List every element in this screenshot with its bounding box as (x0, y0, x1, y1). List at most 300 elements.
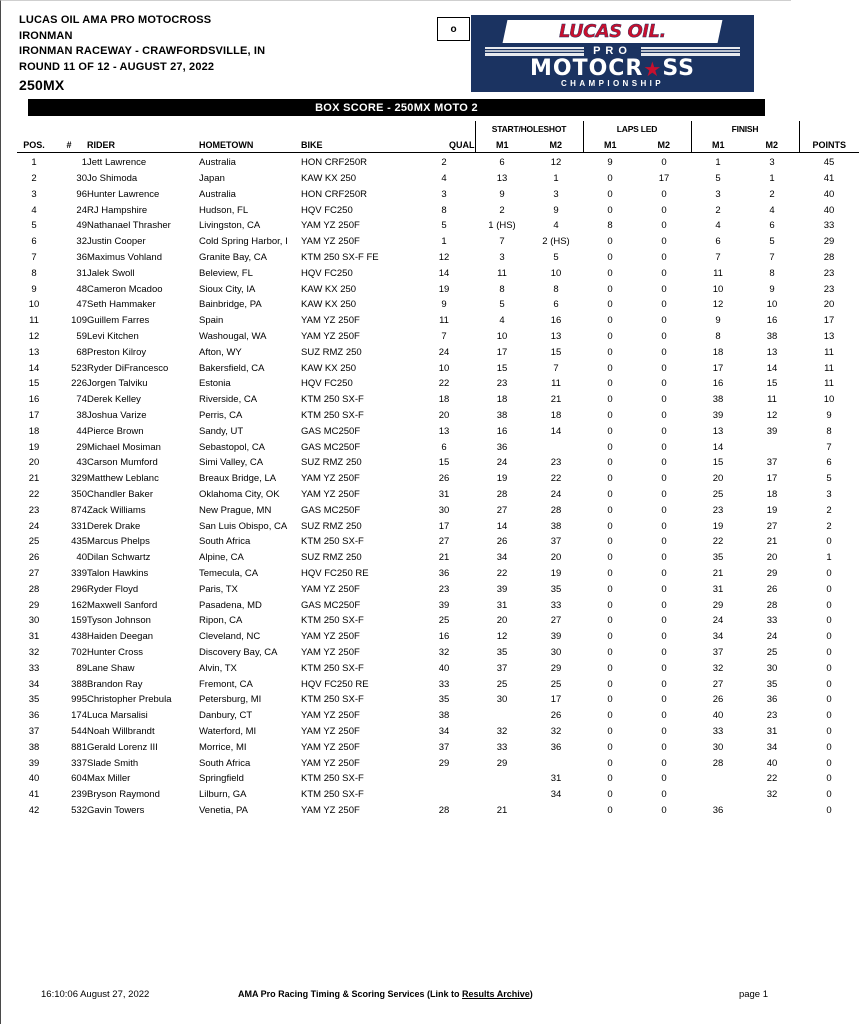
row-finish-m1: 4 (715, 220, 721, 232)
row-laps-m1: 0 (607, 410, 613, 422)
row-rider-name: Nathanael Thrasher (87, 220, 171, 232)
row-qual: 40 (438, 662, 450, 674)
results-table-body (17, 153, 859, 817)
row-pos: 3 (31, 188, 37, 200)
row-finish-m1: 5 (715, 173, 721, 185)
row-rider-name: Marcus Phelps (87, 536, 150, 548)
col-header-number: # (51, 135, 87, 153)
footer-credit-pre: AMA Pro Racing Timing & Scoring Services (Link to (238, 989, 463, 999)
table-row (17, 674, 859, 690)
row-hometown: Alpine, CA (199, 552, 244, 564)
row-rider-name: Joshua Varize (87, 410, 147, 422)
row-start-m1: 28 (496, 489, 508, 501)
col-header-start-m2: M2 (529, 135, 583, 153)
row-bike: YAM YZ 250F (301, 631, 360, 643)
row-points: 3 (826, 489, 832, 501)
row-hometown: Australia (199, 188, 236, 200)
row-rider-name: Haiden Deegan (87, 631, 154, 643)
row-pos: 27 (28, 568, 40, 580)
row-pos: 31 (28, 631, 40, 643)
row-pos: 19 (28, 441, 40, 453)
row-finish-m1: 3 (715, 188, 721, 200)
row-finish-m2: 18 (766, 489, 778, 501)
row-hometown: Afton, WY (199, 346, 242, 358)
row-bike: KTM 250 SX-F (301, 394, 364, 406)
row-bike: HON CRF250R (301, 157, 367, 169)
row-points: 7 (826, 441, 832, 453)
row-number: 24 (76, 204, 87, 216)
row-start-m2: 3 (553, 188, 559, 200)
row-rider-name: Maxwell Sanford (87, 599, 158, 611)
row-finish-m2: 28 (766, 599, 778, 611)
row-start-m1: 7 (499, 236, 505, 248)
row-start-m2: 34 (550, 789, 562, 801)
row-finish-m2: 32 (766, 789, 778, 801)
row-hometown: Morrice, MI (199, 741, 247, 753)
row-laps-m2: 0 (661, 489, 667, 501)
row-pos: 16 (28, 394, 40, 406)
row-qual: 9 (441, 299, 447, 311)
row-start-m1: 12 (496, 631, 508, 643)
row-start-m2: 1 (553, 173, 559, 185)
row-rider-name: Gerald Lorenz III (87, 741, 158, 753)
row-points: 10 (823, 394, 835, 406)
row-finish-m2: 4 (769, 204, 775, 216)
row-hometown: San Luis Obispo, CA (199, 520, 288, 532)
row-start-m2: 9 (553, 204, 559, 216)
row-laps-m1: 0 (607, 694, 613, 706)
row-laps-m1: 0 (607, 252, 613, 264)
row-hometown: Hudson, FL (199, 204, 249, 216)
row-number: 74 (76, 394, 87, 406)
row-rider-name: Ryder Floyd (87, 583, 139, 595)
row-laps-m1: 0 (607, 552, 613, 564)
row-number: 30 (76, 173, 87, 185)
row-pos: 21 (28, 473, 40, 485)
row-points: 0 (826, 678, 832, 690)
row-finish-m2: 17 (766, 473, 778, 485)
row-number: 36 (76, 252, 87, 264)
row-laps-m2: 0 (661, 362, 667, 374)
row-number: 49 (76, 220, 87, 232)
row-points: 11 (824, 346, 834, 358)
row-start-m2 (529, 801, 583, 817)
row-start-m1: 5 (499, 299, 505, 311)
row-finish-m1: 38 (712, 394, 724, 406)
row-qual: 37 (438, 741, 450, 753)
row-points: 0 (826, 804, 832, 816)
footer-page-number: page 1 (738, 989, 768, 1000)
row-qual: 21 (438, 552, 450, 564)
row-hometown: Ripon, CA (199, 615, 243, 627)
table-row (17, 516, 859, 532)
row-rider-name: Hunter Cross (87, 647, 143, 658)
row-number: 68 (76, 346, 87, 358)
table-row (17, 611, 859, 627)
row-pos: 11 (29, 315, 39, 327)
row-start-m1: 1 (HS) (488, 220, 516, 232)
row-qual: 3 (441, 188, 447, 200)
row-finish-m2: 31 (766, 725, 778, 737)
row-bike: YAM YZ 250F (301, 647, 360, 658)
row-qual: 10 (438, 362, 450, 374)
row-start-m2: 13 (550, 331, 562, 343)
row-hometown: Pasadena, MD (199, 599, 262, 611)
row-hometown: Danbury, CT (199, 710, 253, 722)
row-finish-m2: 24 (766, 631, 778, 643)
row-laps-m1: 0 (607, 457, 613, 469)
row-start-m2: 32 (550, 725, 562, 737)
row-laps-m2: 0 (661, 662, 667, 674)
row-start-m2: 18 (550, 410, 562, 422)
row-bike: KAW KX 250 (301, 299, 357, 311)
row-laps-m1: 0 (607, 520, 613, 532)
row-rider-name: Levi Kitchen (87, 331, 139, 343)
row-rider-name: Christopher Prebula (87, 694, 172, 706)
col-header-pos: POS. (17, 135, 51, 153)
row-number: 296 (71, 583, 87, 595)
row-pos: 33 (28, 662, 40, 674)
row-pos: 38 (28, 741, 40, 753)
row-number: 523 (71, 362, 87, 374)
row-number: 32 (76, 236, 87, 248)
group-spacer-pos (17, 121, 51, 135)
table-row (17, 437, 859, 453)
row-hometown: Paris, TX (199, 583, 238, 595)
row-finish-m2: 25 (766, 647, 778, 658)
row-qual: 11 (439, 315, 449, 327)
row-laps-m1: 0 (607, 662, 613, 674)
row-rider-name: Carson Mumford (87, 457, 158, 469)
group-header-finish: FINISH (691, 121, 799, 135)
row-laps-m2: 0 (661, 457, 667, 469)
row-finish-m1: 11 (713, 267, 723, 279)
row-laps-m2: 0 (661, 378, 667, 390)
row-hometown: Fremont, CA (199, 678, 253, 690)
row-number: 1 (81, 157, 87, 169)
row-laps-m1: 0 (607, 315, 613, 327)
row-laps-m2: 0 (661, 694, 667, 706)
row-start-m2: 11 (551, 378, 561, 390)
row-points: 41 (823, 173, 835, 185)
table-row (17, 200, 859, 216)
row-finish-m2: 20 (766, 552, 778, 564)
row-number: 159 (71, 615, 87, 627)
row-pos: 4 (31, 204, 37, 216)
row-qual (413, 785, 475, 801)
row-pos: 10 (28, 299, 40, 311)
row-qual: 27 (438, 536, 450, 548)
table-row (17, 737, 859, 753)
row-hometown: South Africa (199, 536, 251, 548)
table-row (17, 295, 859, 311)
row-start-m2: 38 (550, 520, 562, 532)
row-start-m2: 29 (550, 662, 562, 674)
row-rider-name: Seth Hammaker (87, 299, 156, 311)
row-finish-m1: 22 (712, 536, 724, 548)
row-start-m2: 23 (550, 457, 562, 469)
row-hometown: New Prague, MN (199, 504, 272, 516)
row-finish-m2: 2 (769, 188, 775, 200)
row-points: 6 (826, 457, 832, 469)
row-qual: 1 (441, 236, 447, 248)
row-points: 2 (826, 504, 832, 516)
row-points: 0 (826, 583, 832, 595)
lucas-oil-text: LUCAS OIL. (559, 21, 666, 42)
row-finish-m2: 35 (766, 678, 778, 690)
row-start-m1: 36 (496, 441, 508, 453)
row-qual: 16 (438, 631, 450, 643)
event-name: IRONMAN (19, 29, 73, 42)
group-spacer-rider (87, 121, 199, 135)
row-start-m2 (529, 753, 583, 769)
motocross-text-right: SS (662, 55, 696, 81)
row-hometown: Estonia (199, 378, 231, 390)
row-finish-m1: 17 (712, 362, 724, 374)
row-start-m1: 22 (496, 568, 508, 580)
row-laps-m2: 0 (661, 236, 667, 248)
championship-text: CHAMPIONSHIP (560, 79, 665, 88)
lucas-oil-pro-motocross-logo (471, 15, 754, 92)
row-bike: GAS MC250F (301, 504, 361, 516)
row-points: 2 (826, 520, 832, 532)
col-header-laps-m2: M2 (637, 135, 691, 153)
row-finish-m1: 28 (712, 757, 724, 769)
row-qual: 6 (441, 441, 447, 453)
row-laps-m2: 0 (661, 773, 667, 785)
row-laps-m1: 0 (607, 599, 613, 611)
series-name: LUCAS OIL AMA PRO MOTOCROSS (19, 14, 212, 26)
row-qual: 35 (438, 694, 450, 706)
row-pos: 29 (28, 599, 40, 611)
row-qual: 36 (438, 568, 450, 580)
table-row (17, 564, 859, 580)
row-start-m1 (475, 706, 529, 722)
checkbox-mark-glyph: o (450, 23, 457, 35)
row-finish-m1: 12 (712, 299, 724, 311)
row-hometown: Beleview, FL (199, 267, 253, 279)
table-row (17, 722, 859, 738)
row-finish-m2: 30 (766, 662, 778, 674)
row-laps-m2: 0 (661, 583, 667, 595)
row-number: 162 (71, 599, 87, 611)
results-archive-link[interactable]: Results Archive (462, 989, 530, 999)
row-bike: SUZ RMZ 250 (301, 457, 362, 469)
row-bike: KAW KX 250 (301, 173, 357, 185)
row-finish-m1 (691, 769, 745, 785)
row-finish-m2: 23 (766, 710, 778, 722)
row-finish-m1 (691, 785, 745, 801)
row-finish-m1: 13 (712, 425, 724, 437)
row-start-m1: 18 (496, 394, 508, 406)
row-hometown: Livingston, CA (199, 220, 261, 232)
row-start-m2: 12 (550, 157, 562, 169)
row-points: 33 (823, 220, 835, 232)
row-points: 13 (823, 331, 835, 343)
row-laps-m2: 17 (658, 173, 670, 185)
row-pos: 40 (28, 773, 40, 785)
row-points: 0 (826, 647, 832, 658)
row-start-m1: 38 (496, 410, 508, 422)
row-start-m2: 31 (550, 773, 562, 785)
row-laps-m2: 0 (661, 725, 667, 737)
row-rider-name: Jo Shimoda (87, 173, 138, 185)
row-number: 702 (71, 647, 87, 658)
row-rider-name: Jett Lawrence (87, 157, 147, 169)
row-rider-name: Noah Willbrandt (87, 725, 155, 737)
row-laps-m1: 0 (607, 378, 613, 390)
row-start-m2: 6 (553, 299, 559, 311)
row-finish-m2: 34 (766, 741, 778, 753)
row-finish-m1: 35 (712, 552, 724, 564)
page-footer (1, 989, 792, 1005)
table-row (17, 169, 859, 185)
class-name: 250MX (19, 77, 65, 93)
row-finish-m1: 23 (712, 504, 724, 516)
row-start-m1: 2 (499, 204, 505, 216)
row-points: 0 (826, 615, 832, 627)
row-finish-m2: 36 (766, 694, 778, 706)
row-bike: YAM YZ 250F (301, 710, 360, 722)
row-bike: YAM YZ 250F (301, 757, 360, 769)
row-rider-name: Chandler Baker (87, 489, 154, 501)
row-laps-m1: 0 (607, 789, 613, 801)
row-pos: 15 (28, 378, 40, 390)
row-qual: 20 (438, 410, 450, 422)
row-finish-m2: 39 (766, 425, 778, 437)
row-rider-name: Jorgen Talviku (87, 378, 148, 390)
group-spacer-home (199, 121, 301, 135)
row-points: 0 (826, 773, 832, 785)
row-points: 0 (826, 694, 832, 706)
row-rider-name: Guillem Farres (87, 315, 150, 327)
row-bike: KTM 250 SX-F (301, 773, 364, 785)
row-finish-m2: 11 (767, 394, 777, 406)
row-number: 604 (71, 773, 87, 785)
row-qual: 34 (438, 725, 450, 737)
row-finish-m1: 33 (712, 725, 724, 737)
row-points: 9 (826, 410, 832, 422)
row-finish-m2: 27 (766, 520, 778, 532)
row-qual: 28 (438, 804, 450, 816)
row-hometown: Granite Bay, CA (199, 252, 267, 264)
row-qual (413, 769, 475, 785)
lucas-oil-wordmark (503, 20, 723, 43)
col-header-rider: RIDER (87, 135, 199, 153)
row-laps-m2: 0 (661, 346, 667, 358)
row-pos: 37 (28, 725, 40, 737)
table-row (17, 801, 859, 817)
row-start-m1: 27 (496, 504, 508, 516)
row-finish-m1: 40 (712, 710, 724, 722)
row-finish-m1: 10 (712, 283, 724, 295)
row-qual: 24 (438, 346, 450, 358)
row-number: 544 (71, 725, 87, 737)
row-hometown: Sandy, UT (199, 425, 244, 437)
row-hometown: Sioux City, IA (199, 283, 256, 295)
row-points: 40 (823, 204, 835, 216)
row-laps-m2: 0 (661, 441, 667, 453)
table-row (17, 753, 859, 769)
row-laps-m2: 0 (661, 789, 667, 801)
row-start-m1: 29 (496, 757, 508, 769)
row-finish-m2: 12 (766, 410, 778, 422)
row-laps-m1: 0 (607, 504, 613, 516)
row-pos: 22 (28, 489, 40, 501)
row-number: 48 (76, 283, 87, 295)
group-spacer-points (799, 121, 859, 135)
row-finish-m2: 7 (769, 252, 775, 264)
row-pos: 42 (28, 804, 40, 816)
row-start-m2: 26 (550, 710, 562, 722)
row-rider-name: Derek Kelley (87, 394, 141, 406)
row-start-m1: 24 (496, 457, 508, 469)
row-laps-m2: 0 (661, 188, 667, 200)
row-finish-m2 (745, 801, 799, 817)
row-points: 29 (823, 236, 835, 248)
row-number: 44 (76, 425, 87, 437)
footer-timestamp: 16:10:06 August 27, 2022 (41, 989, 150, 1000)
table-row (17, 264, 859, 280)
row-hometown: Cold Spring Harbor, I (199, 236, 288, 248)
row-laps-m1: 0 (607, 425, 613, 437)
row-start-m2: 30 (550, 647, 562, 658)
row-points: 0 (826, 631, 832, 643)
row-bike: SUZ RMZ 250 (301, 520, 362, 532)
row-pos: 17 (28, 410, 40, 422)
row-start-m1: 9 (499, 188, 505, 200)
star-icon: ★ (643, 57, 663, 81)
row-hometown: Discovery Bay, CA (199, 647, 278, 658)
row-start-m2: 14 (550, 425, 562, 437)
table-row (17, 659, 859, 675)
row-start-m2: 21 (550, 394, 562, 406)
round-date: ROUND 11 OF 12 - AUGUST 27, 2022 (19, 60, 215, 73)
table-row (17, 643, 859, 659)
group-header-laps-led: LAPS LED (583, 121, 691, 135)
row-number: 109 (71, 315, 87, 327)
row-finish-m2: 9 (769, 283, 775, 295)
row-rider-name: RJ Hampshire (87, 204, 148, 216)
row-finish-m2 (745, 437, 799, 453)
row-bike: YAM YZ 250F (301, 725, 360, 737)
row-qual: 17 (438, 520, 450, 532)
row-finish-m2: 29 (766, 568, 778, 580)
row-finish-m1: 16 (712, 378, 724, 390)
row-laps-m1: 0 (607, 236, 613, 248)
row-start-m1: 6 (499, 157, 505, 169)
row-bike: YAM YZ 250F (301, 489, 360, 501)
row-number: 995 (71, 694, 87, 706)
row-finish-m1: 36 (712, 804, 724, 816)
row-pos: 23 (28, 504, 40, 516)
col-header-hometown: HOMETOWN (199, 135, 301, 153)
row-laps-m1: 0 (607, 725, 613, 737)
row-bike: GAS MC250F (301, 441, 361, 453)
row-points: 23 (823, 267, 835, 279)
checkbox-marker[interactable] (437, 17, 470, 41)
row-hometown: Breaux Bridge, LA (199, 473, 277, 485)
row-laps-m2: 0 (661, 631, 667, 643)
row-laps-m1: 0 (607, 173, 613, 185)
row-finish-m2: 40 (766, 757, 778, 769)
row-bike: HQV FC250 (301, 204, 353, 216)
table-row (17, 327, 859, 343)
row-laps-m2: 0 (661, 552, 667, 564)
row-number: 388 (71, 678, 87, 690)
row-number: 38 (76, 410, 87, 422)
row-pos: 25 (28, 536, 40, 548)
